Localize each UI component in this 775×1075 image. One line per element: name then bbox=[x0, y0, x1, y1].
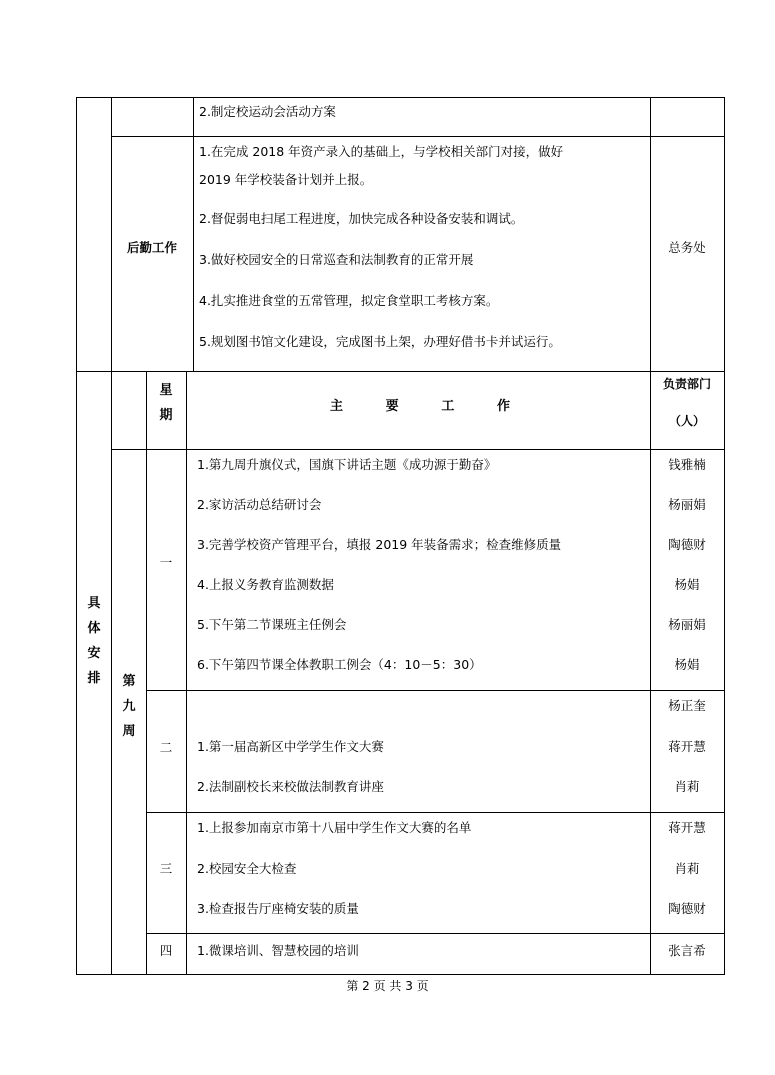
week-label-char: 第 bbox=[122, 674, 136, 689]
task-owner: 陶德财 bbox=[668, 901, 706, 916]
task-item: 1.上报参加南京市第十八届中学生作文大赛的名单 bbox=[197, 820, 472, 835]
page-number: 第 2 页 共 3 页 bbox=[346, 979, 429, 993]
header-main-char: 作 bbox=[496, 399, 510, 414]
week-label-vertical bbox=[119, 674, 139, 740]
logistics-category: 后勤工作 bbox=[126, 240, 177, 255]
task-item: 5.下午第二节课班主任例会 bbox=[197, 617, 347, 632]
task-owner: 杨丽娟 bbox=[668, 497, 706, 512]
header-owner-line1: 负责部门 bbox=[662, 377, 711, 391]
logistics-item: 1.在完成 2018 年资产录入的基础上，与学校相关部门对接，做好 bbox=[199, 144, 564, 159]
logistics-item: 3.做好校园安全的日常巡查和法制教育的正常开展 bbox=[199, 252, 474, 267]
task-owner: 肖莉 bbox=[674, 861, 700, 876]
task-item: 2.家访活动总结研讨会 bbox=[197, 497, 322, 512]
section-label-vertical bbox=[84, 596, 104, 687]
task-owner: 张言希 bbox=[668, 943, 706, 958]
task-owner: 肖莉 bbox=[674, 779, 700, 794]
logistics-item: 2019 年学校装备计划并上报。 bbox=[199, 172, 373, 187]
task-owner: 陶德财 bbox=[668, 537, 706, 552]
header-main-char: 要 bbox=[385, 399, 399, 414]
day-label: 一 bbox=[159, 555, 173, 570]
task-owner: 杨娟 bbox=[674, 577, 700, 592]
row0-item: 2.制定校运动会活动方案 bbox=[199, 104, 336, 119]
task-owner: 蒋开慧 bbox=[668, 739, 706, 754]
section-label-char: 体 bbox=[87, 621, 101, 636]
task-item: 3.完善学校资产管理平台，填报 2019 年装备需求；检查维修质量 bbox=[197, 537, 562, 552]
section-label-char: 具 bbox=[87, 596, 101, 611]
task-item: 2.法制副校长来校做法制教育讲座 bbox=[197, 779, 384, 794]
task-item: 1.第九周升旗仪式，国旗下讲话主题《成功源于勤奋》 bbox=[197, 457, 497, 472]
task-item: 6.下午第四节课全体教职工例会（4：10－5：30） bbox=[197, 657, 482, 672]
task-owner: 杨娟 bbox=[674, 657, 700, 672]
task-owner: 钱雅楠 bbox=[668, 457, 706, 472]
task-item: 2.校园安全大检查 bbox=[197, 861, 297, 876]
task-item: 1.微课培训、智慧校园的培训 bbox=[197, 943, 359, 958]
header-weekday-char: 期 bbox=[159, 408, 173, 423]
day-label: 四 bbox=[159, 943, 173, 958]
week-label-char: 九 bbox=[122, 699, 136, 714]
task-item: 1.第一届高新区中学学生作文大赛 bbox=[197, 739, 384, 754]
task-owner: 杨正奎 bbox=[668, 698, 706, 713]
header-main-char: 工 bbox=[441, 399, 455, 414]
logistics-item: 2.督促弱电扫尾工程进度，加快完成各种设备安装和调试。 bbox=[199, 211, 524, 226]
task-owner: 杨丽娟 bbox=[668, 617, 706, 632]
section-label-char: 安 bbox=[87, 646, 101, 661]
logistics-owner: 总务处 bbox=[668, 240, 706, 255]
task-owner: 蒋开慧 bbox=[668, 820, 706, 835]
day-label: 二 bbox=[159, 740, 173, 755]
week-label-char: 周 bbox=[122, 724, 136, 739]
header-weekday-char: 星 bbox=[159, 383, 173, 398]
header-weekday bbox=[156, 383, 176, 424]
header-owner-line2: （人） bbox=[668, 414, 705, 428]
section-label-char: 排 bbox=[87, 671, 101, 686]
logistics-item: 4.扎实推进食堂的五常管理，拟定食堂职工考核方案。 bbox=[199, 293, 499, 308]
logistics-item: 5.规划图书馆文化建设，完成图书上架，办理好借书卡并试运行。 bbox=[199, 334, 561, 349]
task-item: 3.检查报告厅座椅安装的质量 bbox=[197, 901, 359, 916]
day-label: 三 bbox=[159, 861, 173, 876]
task-item: 4.上报义务教育监测数据 bbox=[197, 577, 334, 592]
header-main-char: 主 bbox=[330, 399, 344, 414]
header-main-work bbox=[330, 395, 510, 414]
